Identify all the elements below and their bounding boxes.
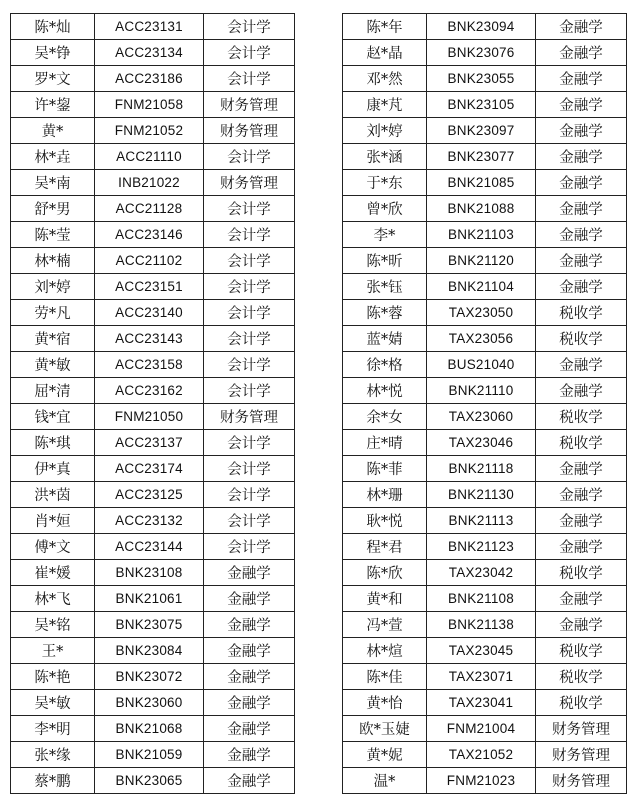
student-id-cell: ACC23140 bbox=[95, 300, 204, 326]
table-row bbox=[11, 508, 295, 534]
student-id-cell: BNK21120 bbox=[427, 248, 536, 274]
major-cell: 金融学 bbox=[536, 66, 627, 92]
student-id-cell: BUS21040 bbox=[427, 352, 536, 378]
student-name-cell: 吴*南 bbox=[11, 170, 95, 196]
table-row bbox=[11, 118, 295, 144]
table-row bbox=[343, 508, 627, 534]
student-id-cell: BNK21061 bbox=[95, 586, 204, 612]
table-row bbox=[343, 170, 627, 196]
student-name-cell: 林*楠 bbox=[11, 248, 95, 274]
major-cell: 金融学 bbox=[204, 716, 295, 742]
student-id-cell: BNK23094 bbox=[427, 14, 536, 40]
student-id-cell: TAX23045 bbox=[427, 638, 536, 664]
major-cell: 金融学 bbox=[536, 534, 627, 560]
major-cell: 金融学 bbox=[536, 612, 627, 638]
table-row bbox=[343, 40, 627, 66]
student-name-cell: 林*垚 bbox=[11, 144, 95, 170]
table-row bbox=[11, 456, 295, 482]
major-cell: 财务管理 bbox=[204, 92, 295, 118]
major-cell: 会计学 bbox=[204, 456, 295, 482]
major-cell: 金融学 bbox=[204, 768, 295, 794]
student-id-cell: INB21022 bbox=[95, 170, 204, 196]
major-cell: 财务管理 bbox=[536, 716, 627, 742]
table-row bbox=[343, 534, 627, 560]
student-name-cell: 陈*佳 bbox=[343, 664, 427, 690]
table-row bbox=[343, 196, 627, 222]
student-name-cell: 林*悦 bbox=[343, 378, 427, 404]
student-name-cell: 庄*晴 bbox=[343, 430, 427, 456]
major-cell: 会计学 bbox=[204, 274, 295, 300]
student-name-cell: 黄*怡 bbox=[343, 690, 427, 716]
student-name-cell: 陈*菲 bbox=[343, 456, 427, 482]
table-row bbox=[343, 222, 627, 248]
student-id-cell: ACC21110 bbox=[95, 144, 204, 170]
student-id-cell: BNK23055 bbox=[427, 66, 536, 92]
major-cell: 金融学 bbox=[204, 664, 295, 690]
student-id-cell: BNK23108 bbox=[95, 560, 204, 586]
student-name-cell: 余*女 bbox=[343, 404, 427, 430]
roster-body-right bbox=[343, 14, 627, 794]
student-id-cell: TAX21052 bbox=[427, 742, 536, 768]
student-id-cell: BNK21108 bbox=[427, 586, 536, 612]
table-row bbox=[343, 404, 627, 430]
student-id-cell: TAX23050 bbox=[427, 300, 536, 326]
student-name-cell: 黄*敏 bbox=[11, 352, 95, 378]
student-name-cell: 黄*和 bbox=[343, 586, 427, 612]
table-row bbox=[343, 560, 627, 586]
student-id-cell: ACC23151 bbox=[95, 274, 204, 300]
table-row bbox=[343, 144, 627, 170]
student-name-cell: 程*君 bbox=[343, 534, 427, 560]
major-cell: 金融学 bbox=[204, 742, 295, 768]
major-cell: 财务管理 bbox=[204, 170, 295, 196]
table-row bbox=[11, 170, 295, 196]
major-cell: 会计学 bbox=[204, 300, 295, 326]
major-cell: 财务管理 bbox=[204, 118, 295, 144]
student-name-cell: 傅*文 bbox=[11, 534, 95, 560]
student-name-cell: 吴*敏 bbox=[11, 690, 95, 716]
major-cell: 财务管理 bbox=[536, 742, 627, 768]
student-name-cell: 洪*茵 bbox=[11, 482, 95, 508]
student-name-cell: 王* bbox=[11, 638, 95, 664]
table-row bbox=[343, 768, 627, 794]
student-name-cell: 李* bbox=[343, 222, 427, 248]
table-row bbox=[11, 92, 295, 118]
student-id-cell: BNK21059 bbox=[95, 742, 204, 768]
major-cell: 税收学 bbox=[536, 664, 627, 690]
student-name-cell: 曾*欣 bbox=[343, 196, 427, 222]
table-row bbox=[11, 742, 295, 768]
major-cell: 税收学 bbox=[536, 638, 627, 664]
student-id-cell: BNK23105 bbox=[427, 92, 536, 118]
student-name-cell: 张*缘 bbox=[11, 742, 95, 768]
student-id-cell: ACC23174 bbox=[95, 456, 204, 482]
major-cell: 金融学 bbox=[536, 222, 627, 248]
student-id-cell: TAX23042 bbox=[427, 560, 536, 586]
major-cell: 税收学 bbox=[536, 690, 627, 716]
table-row bbox=[11, 560, 295, 586]
student-id-cell: ACC23144 bbox=[95, 534, 204, 560]
student-id-cell: BNK21123 bbox=[427, 534, 536, 560]
student-name-cell: 吴*铮 bbox=[11, 40, 95, 66]
table-row bbox=[343, 66, 627, 92]
table-row bbox=[11, 482, 295, 508]
table-row bbox=[11, 768, 295, 794]
student-id-cell: ACC23143 bbox=[95, 326, 204, 352]
table-row bbox=[343, 638, 627, 664]
student-id-cell: BNK21104 bbox=[427, 274, 536, 300]
table-row bbox=[11, 586, 295, 612]
table-row bbox=[11, 326, 295, 352]
student-id-cell: ACC23134 bbox=[95, 40, 204, 66]
student-id-cell: FNM21052 bbox=[95, 118, 204, 144]
table-row bbox=[343, 690, 627, 716]
major-cell: 金融学 bbox=[536, 248, 627, 274]
table-row bbox=[11, 638, 295, 664]
student-id-cell: BNK23077 bbox=[427, 144, 536, 170]
major-cell: 金融学 bbox=[536, 586, 627, 612]
table-row bbox=[11, 144, 295, 170]
student-id-cell: ACC21128 bbox=[95, 196, 204, 222]
student-name-cell: 舒*男 bbox=[11, 196, 95, 222]
student-id-cell: ACC23125 bbox=[95, 482, 204, 508]
student-id-cell: ACC21102 bbox=[95, 248, 204, 274]
student-name-cell: 蔡*鹏 bbox=[11, 768, 95, 794]
student-name-cell: 刘*婷 bbox=[343, 118, 427, 144]
major-cell: 税收学 bbox=[536, 404, 627, 430]
table-row bbox=[11, 612, 295, 638]
student-name-cell: 黄*妮 bbox=[343, 742, 427, 768]
student-name-cell: 张*钰 bbox=[343, 274, 427, 300]
table-row bbox=[11, 690, 295, 716]
major-cell: 税收学 bbox=[536, 560, 627, 586]
roster-table-left bbox=[10, 13, 295, 794]
major-cell: 会计学 bbox=[204, 430, 295, 456]
student-id-cell: FNM21004 bbox=[427, 716, 536, 742]
table-row bbox=[343, 300, 627, 326]
major-cell: 会计学 bbox=[204, 14, 295, 40]
major-cell: 金融学 bbox=[536, 508, 627, 534]
student-name-cell: 欧*玉婕 bbox=[343, 716, 427, 742]
table-row bbox=[343, 274, 627, 300]
student-id-cell: TAX23046 bbox=[427, 430, 536, 456]
major-cell: 会计学 bbox=[204, 196, 295, 222]
major-cell: 会计学 bbox=[204, 66, 295, 92]
student-name-cell: 李*明 bbox=[11, 716, 95, 742]
table-row bbox=[11, 14, 295, 40]
student-name-cell: 张*涵 bbox=[343, 144, 427, 170]
table-row bbox=[11, 404, 295, 430]
student-id-cell: TAX23060 bbox=[427, 404, 536, 430]
major-cell: 金融学 bbox=[536, 482, 627, 508]
major-cell: 金融学 bbox=[536, 274, 627, 300]
major-cell: 金融学 bbox=[536, 352, 627, 378]
student-name-cell: 康*芃 bbox=[343, 92, 427, 118]
student-id-cell: BNK21118 bbox=[427, 456, 536, 482]
table-row bbox=[11, 248, 295, 274]
student-name-cell: 伊*真 bbox=[11, 456, 95, 482]
table-row bbox=[11, 300, 295, 326]
student-name-cell: 陈*艳 bbox=[11, 664, 95, 690]
roster-table-right bbox=[342, 13, 627, 794]
major-cell: 金融学 bbox=[536, 196, 627, 222]
major-cell: 会计学 bbox=[204, 352, 295, 378]
student-name-cell: 冯*萱 bbox=[343, 612, 427, 638]
table-row bbox=[343, 612, 627, 638]
student-name-cell: 陈*蓉 bbox=[343, 300, 427, 326]
table-row bbox=[11, 430, 295, 456]
student-name-cell: 陈*莹 bbox=[11, 222, 95, 248]
table-row bbox=[11, 378, 295, 404]
major-cell: 金融学 bbox=[536, 170, 627, 196]
table-row bbox=[343, 586, 627, 612]
table-row bbox=[11, 352, 295, 378]
table-row bbox=[343, 248, 627, 274]
student-name-cell: 陈*欣 bbox=[343, 560, 427, 586]
major-cell: 税收学 bbox=[536, 430, 627, 456]
table-row bbox=[11, 66, 295, 92]
student-id-cell: ACC23132 bbox=[95, 508, 204, 534]
student-name-cell: 温* bbox=[343, 768, 427, 794]
student-id-cell: FNM21050 bbox=[95, 404, 204, 430]
major-cell: 财务管理 bbox=[536, 768, 627, 794]
student-name-cell: 蓝*婧 bbox=[343, 326, 427, 352]
table-row bbox=[11, 716, 295, 742]
student-name-cell: 陈*琪 bbox=[11, 430, 95, 456]
student-id-cell: ACC23158 bbox=[95, 352, 204, 378]
student-name-cell: 林*珊 bbox=[343, 482, 427, 508]
table-row bbox=[343, 352, 627, 378]
major-cell: 会计学 bbox=[204, 40, 295, 66]
student-id-cell: BNK23097 bbox=[427, 118, 536, 144]
table-row bbox=[343, 326, 627, 352]
student-name-cell: 罗*文 bbox=[11, 66, 95, 92]
student-name-cell: 林*煊 bbox=[343, 638, 427, 664]
major-cell: 会计学 bbox=[204, 534, 295, 560]
student-name-cell: 于*东 bbox=[343, 170, 427, 196]
table-row bbox=[343, 378, 627, 404]
table-row bbox=[11, 274, 295, 300]
major-cell: 金融学 bbox=[204, 612, 295, 638]
table-row bbox=[11, 196, 295, 222]
major-cell: 会计学 bbox=[204, 378, 295, 404]
student-name-cell: 陈*年 bbox=[343, 14, 427, 40]
student-id-cell: BNK21130 bbox=[427, 482, 536, 508]
table-row bbox=[343, 430, 627, 456]
major-cell: 金融学 bbox=[204, 586, 295, 612]
student-name-cell: 林*飞 bbox=[11, 586, 95, 612]
student-id-cell: BNK21110 bbox=[427, 378, 536, 404]
student-id-cell: BNK23065 bbox=[95, 768, 204, 794]
major-cell: 金融学 bbox=[536, 456, 627, 482]
student-id-cell: ACC23162 bbox=[95, 378, 204, 404]
student-name-cell: 肖*姮 bbox=[11, 508, 95, 534]
table-row bbox=[11, 40, 295, 66]
student-name-cell: 徐*格 bbox=[343, 352, 427, 378]
student-id-cell: BNK21068 bbox=[95, 716, 204, 742]
table-row bbox=[343, 482, 627, 508]
student-id-cell: FNM21023 bbox=[427, 768, 536, 794]
major-cell: 金融学 bbox=[204, 690, 295, 716]
student-name-cell: 吴*铭 bbox=[11, 612, 95, 638]
major-cell: 税收学 bbox=[536, 326, 627, 352]
major-cell: 金融学 bbox=[536, 40, 627, 66]
major-cell: 金融学 bbox=[536, 118, 627, 144]
table-row bbox=[343, 92, 627, 118]
table-row bbox=[11, 222, 295, 248]
student-id-cell: BNK23072 bbox=[95, 664, 204, 690]
table-row bbox=[11, 664, 295, 690]
major-cell: 金融学 bbox=[536, 144, 627, 170]
roster-body-left bbox=[11, 14, 295, 794]
student-id-cell: BNK21113 bbox=[427, 508, 536, 534]
table-row bbox=[343, 664, 627, 690]
student-id-cell: BNK21088 bbox=[427, 196, 536, 222]
major-cell: 会计学 bbox=[204, 248, 295, 274]
student-id-cell: ACC23137 bbox=[95, 430, 204, 456]
student-name-cell: 刘*婷 bbox=[11, 274, 95, 300]
student-id-cell: BNK21085 bbox=[427, 170, 536, 196]
student-id-cell: ACC23131 bbox=[95, 14, 204, 40]
student-name-cell: 陈*灿 bbox=[11, 14, 95, 40]
student-id-cell: BNK21103 bbox=[427, 222, 536, 248]
student-id-cell: BNK21138 bbox=[427, 612, 536, 638]
student-id-cell: BNK23075 bbox=[95, 612, 204, 638]
table-row bbox=[343, 118, 627, 144]
major-cell: 会计学 bbox=[204, 482, 295, 508]
student-name-cell: 赵*晶 bbox=[343, 40, 427, 66]
student-id-cell: TAX23071 bbox=[427, 664, 536, 690]
student-name-cell: 耿*悦 bbox=[343, 508, 427, 534]
major-cell: 会计学 bbox=[204, 508, 295, 534]
table-row bbox=[343, 456, 627, 482]
student-name-cell: 黄*宿 bbox=[11, 326, 95, 352]
major-cell: 金融学 bbox=[204, 638, 295, 664]
student-id-cell: BNK23076 bbox=[427, 40, 536, 66]
major-cell: 金融学 bbox=[536, 378, 627, 404]
student-name-cell: 劳*凡 bbox=[11, 300, 95, 326]
major-cell: 会计学 bbox=[204, 144, 295, 170]
major-cell: 金融学 bbox=[536, 14, 627, 40]
student-id-cell: BNK23084 bbox=[95, 638, 204, 664]
student-id-cell: TAX23041 bbox=[427, 690, 536, 716]
table-row bbox=[343, 14, 627, 40]
major-cell: 财务管理 bbox=[204, 404, 295, 430]
student-id-cell: ACC23146 bbox=[95, 222, 204, 248]
student-name-cell: 钱*宜 bbox=[11, 404, 95, 430]
student-name-cell: 陈*昕 bbox=[343, 248, 427, 274]
student-name-cell: 黄* bbox=[11, 118, 95, 144]
student-name-cell: 邓*然 bbox=[343, 66, 427, 92]
major-cell: 会计学 bbox=[204, 222, 295, 248]
major-cell: 税收学 bbox=[536, 300, 627, 326]
major-cell: 会计学 bbox=[204, 326, 295, 352]
student-id-cell: FNM21058 bbox=[95, 92, 204, 118]
table-row bbox=[343, 716, 627, 742]
major-cell: 金融学 bbox=[536, 92, 627, 118]
major-cell: 金融学 bbox=[204, 560, 295, 586]
student-name-cell: 崔*媛 bbox=[11, 560, 95, 586]
student-id-cell: TAX23056 bbox=[427, 326, 536, 352]
student-name-cell: 许*鋆 bbox=[11, 92, 95, 118]
student-id-cell: BNK23060 bbox=[95, 690, 204, 716]
student-name-cell: 屈*清 bbox=[11, 378, 95, 404]
student-id-cell: ACC23186 bbox=[95, 66, 204, 92]
table-row bbox=[11, 534, 295, 560]
table-row bbox=[343, 742, 627, 768]
